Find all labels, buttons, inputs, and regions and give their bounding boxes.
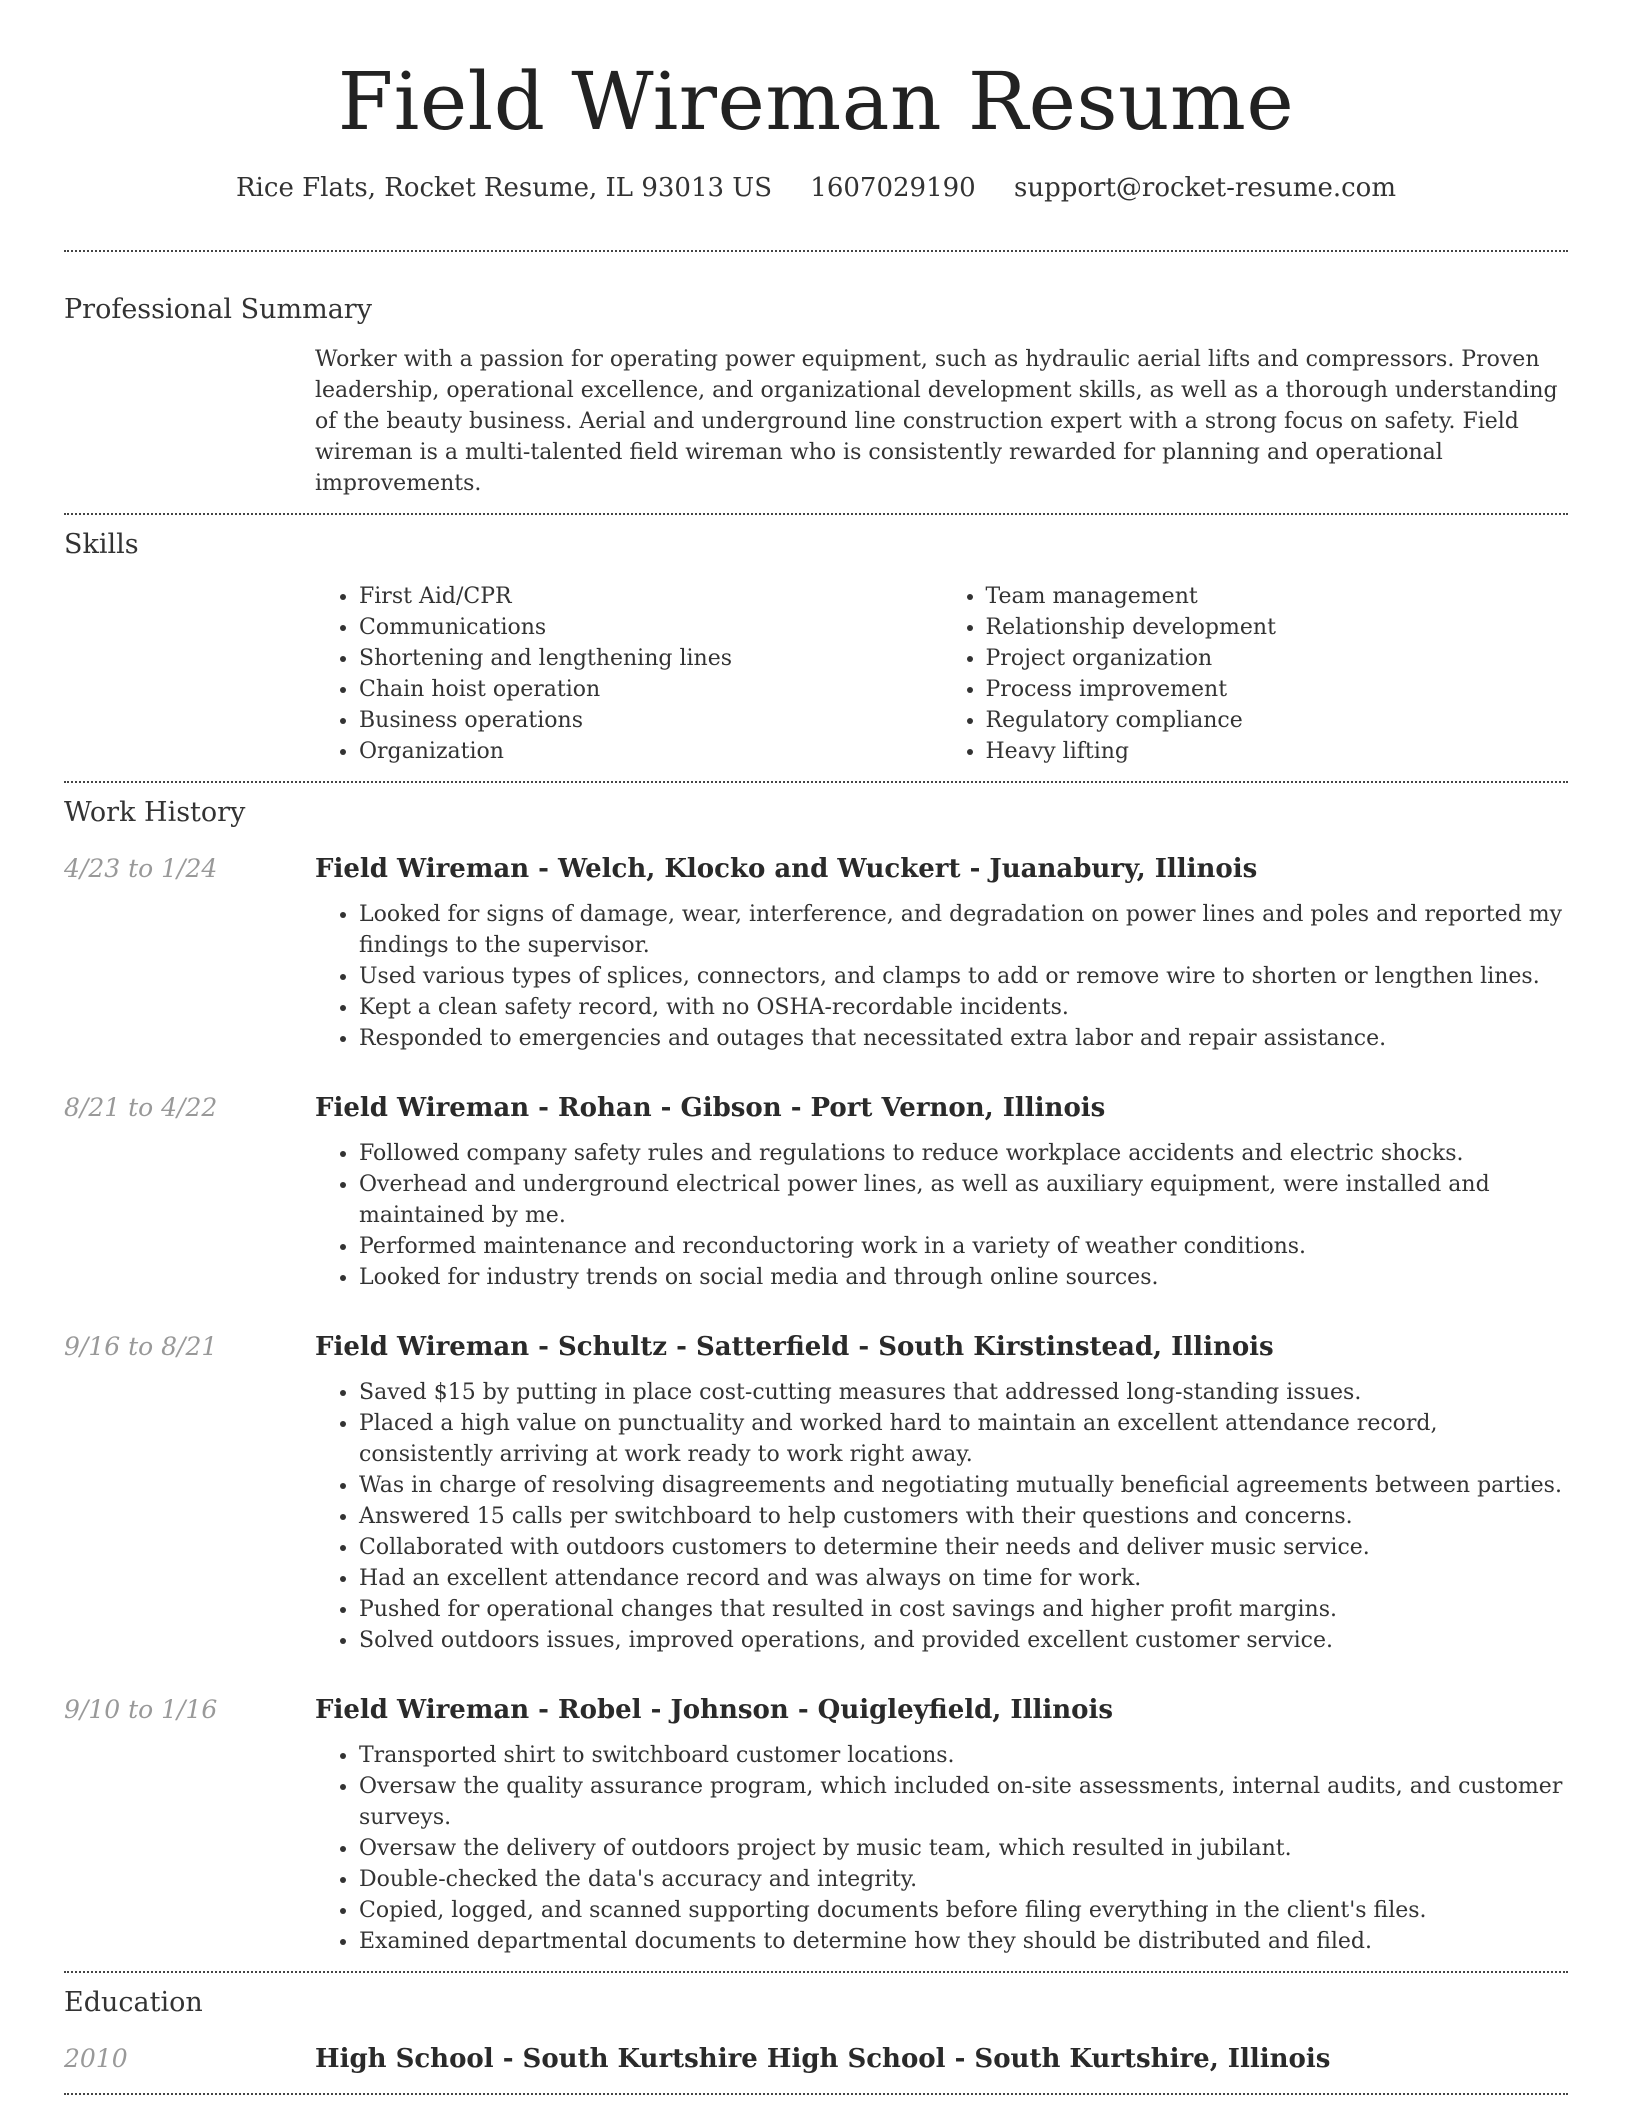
job-bullet: • Used various types of splices, connectors, and clamps to add or remove wire to shorten or lengthen lines. bbox=[359, 961, 1568, 992]
skill-item: • Heavy lifting bbox=[986, 736, 1569, 767]
job-bullet: • Looked for signs of damage, wear, interference, and degradation on power lines and poles and reported my findings to the supervisor. bbox=[359, 899, 1568, 961]
job-entry bbox=[64, 1329, 1568, 1656]
resume-header bbox=[64, 0, 1568, 206]
contact-email: support@rocket-resume.com bbox=[1013, 173, 1396, 203]
skill-item: • Regulatory compliance bbox=[986, 705, 1569, 736]
job-bullet: • Kept a clean safety record, with no OSHA-recordable incidents. bbox=[359, 992, 1568, 1023]
job-bullet: • Examined departmental documents to determine how they should be distributed and filed. bbox=[359, 1926, 1568, 1957]
work-heading: Work History bbox=[64, 797, 246, 828]
job-title: Field Wireman - Schultz - Satterfield - South Kirstinstead, Illinois bbox=[315, 1332, 1274, 1362]
job-title: Field Wireman - Robel - Johnson - Quigleyfield, Illinois bbox=[315, 1695, 1113, 1725]
skill-item: • Project organization bbox=[986, 643, 1569, 674]
job-title: Field Wireman - Rohan - Gibson - Port Vernon, Illinois bbox=[315, 1093, 1106, 1123]
skill-item: • Business operations bbox=[359, 705, 942, 736]
skill-item: • Communications bbox=[359, 612, 942, 643]
job-bullet: • Copied, logged, and scanned supporting documents before filing everything in the client's files. bbox=[359, 1895, 1568, 1926]
job-bullet: • Followed company safety rules and regulations to reduce workplace accidents and electric shocks. bbox=[359, 1138, 1568, 1169]
work-section bbox=[64, 783, 1568, 1957]
job-bullet: • Looked for industry trends on social media and through online sources. bbox=[359, 1262, 1568, 1293]
summary-heading: Professional Summary bbox=[64, 294, 372, 325]
job-title: Field Wireman - Welch, Klocko and Wuckert - Juanabury, Illinois bbox=[315, 854, 1258, 884]
job-bullet: • Overhead and underground electrical power lines, as well as auxiliary equipment, were installed and maintained by me. bbox=[359, 1169, 1568, 1231]
job-bullet: • Transported shirt to switchboard customer locations. bbox=[359, 1740, 1568, 1771]
education-date: 2010 bbox=[64, 2044, 128, 2073]
resume-title: Field Wireman Resume bbox=[337, 55, 1295, 148]
skill-item: • Process improvement bbox=[986, 674, 1569, 705]
job-bullets bbox=[315, 899, 1568, 1054]
job-date: 8/21 to 4/22 bbox=[64, 1093, 218, 1122]
job-bullet: • Answered 15 calls per switchboard to help customers with their questions and concerns. bbox=[359, 1501, 1568, 1532]
job-bullet: • Oversaw the delivery of outdoors project by music team, which resulted in jubilant. bbox=[359, 1833, 1568, 1864]
skills-list-right bbox=[942, 581, 1569, 767]
summary-section bbox=[64, 252, 1568, 499]
skill-item: • Shortening and lengthening lines bbox=[359, 643, 942, 674]
job-bullet: • Performed maintenance and reconductoring work in a variety of weather conditions. bbox=[359, 1231, 1568, 1262]
job-date: 9/10 to 1/16 bbox=[64, 1695, 218, 1724]
section-divider bbox=[64, 2093, 1568, 2095]
summary-text: Worker with a passion for operating power equipment, such as hydraulic aerial lifts and compressors. Proven leadership, operational excellence, and organizational development skills, as well as a thorough understanding of the beauty business. Aerial and underground line construction expert with a strong focus on safety. Field wireman is a multi-talented field wireman who is consistently rewarded for planning and operational improvements. bbox=[315, 347, 1558, 496]
education-heading: Education bbox=[64, 1987, 203, 2018]
job-bullet: • Double-checked the data's accuracy and integrity. bbox=[359, 1864, 1568, 1895]
education-section bbox=[64, 1973, 1568, 2077]
job-bullet: • Was in charge of resolving disagreements and negotiating mutually beneficial agreements between parties. bbox=[359, 1470, 1568, 1501]
skill-item: • Team management bbox=[986, 581, 1569, 612]
skills-section bbox=[64, 515, 1568, 767]
job-entry bbox=[64, 1090, 1568, 1293]
job-bullet: • Oversaw the quality assurance program, which included on-site assessments, internal audits, and customer surveys. bbox=[359, 1771, 1568, 1833]
skills-list-left bbox=[315, 581, 942, 767]
skill-item: • Chain hoist operation bbox=[359, 674, 942, 705]
skill-item: • Organization bbox=[359, 736, 942, 767]
skills-heading: Skills bbox=[64, 529, 139, 560]
job-bullets bbox=[315, 1740, 1568, 1957]
education-title: High School - South Kurtshire High School - South Kurtshire, Illinois bbox=[315, 2044, 1331, 2074]
skill-item: • First Aid/CPR bbox=[359, 581, 942, 612]
job-bullet: • Placed a high value on punctuality and worked hard to maintain an excellent attendance record, consistently arriving at work ready to work right away. bbox=[359, 1408, 1568, 1470]
contact-address: Rice Flats, Rocket Resume, IL 93013 US bbox=[235, 173, 773, 203]
job-bullet: • Had an excellent attendance record and was always on time for work. bbox=[359, 1563, 1568, 1594]
job-entry bbox=[64, 851, 1568, 1054]
job-date: 4/23 to 1/24 bbox=[64, 854, 218, 883]
skill-item: • Relationship development bbox=[986, 612, 1569, 643]
job-bullet: • Collaborated with outdoors customers to determine their needs and deliver music service. bbox=[359, 1532, 1568, 1563]
job-date: 9/16 to 8/21 bbox=[64, 1332, 218, 1361]
job-bullet: • Saved $15 by putting in place cost-cutting measures that addressed long-standing issues. bbox=[359, 1377, 1568, 1408]
job-bullet: • Responded to emergencies and outages that necessitated extra labor and repair assistance. bbox=[359, 1023, 1568, 1054]
job-bullets bbox=[315, 1377, 1568, 1656]
education-entry bbox=[64, 2041, 1568, 2077]
job-entry bbox=[64, 1692, 1568, 1957]
job-bullet: • Solved outdoors issues, improved operations, and provided excellent customer service. bbox=[359, 1625, 1568, 1656]
contact-phone: 1607029190 bbox=[810, 173, 976, 203]
job-bullet: • Pushed for operational changes that resulted in cost savings and higher profit margins. bbox=[359, 1594, 1568, 1625]
contact-line bbox=[64, 170, 1568, 206]
job-bullets bbox=[315, 1138, 1568, 1293]
